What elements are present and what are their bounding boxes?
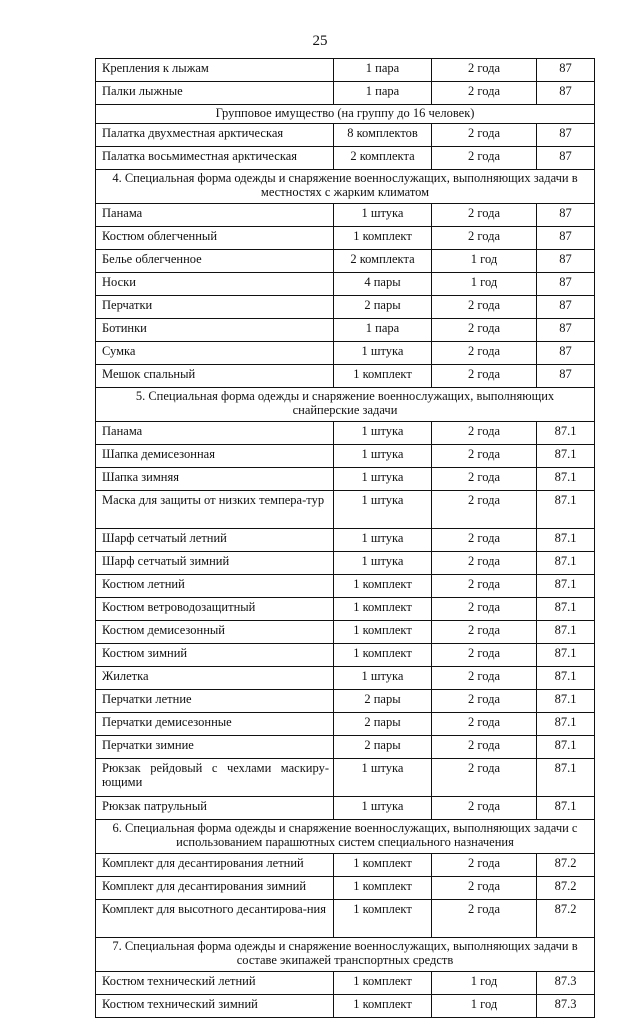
table-row: [96, 422, 595, 445]
item-note-ref: 87: [537, 250, 595, 273]
item-wear-term: 2 года: [432, 877, 537, 900]
item-quantity: 1 пара: [334, 319, 432, 342]
item-note-ref: 87.1: [537, 736, 595, 759]
item-wear-term: 1 год: [432, 972, 537, 995]
item-note-ref: 87: [537, 296, 595, 319]
item-name: Панама: [96, 422, 334, 445]
section-title: 5. Специальная форма одежды и снаряжение военнослужащих, выполняющих снайперские задачи: [96, 388, 595, 422]
item-wear-term: 2 года: [432, 342, 537, 365]
item-quantity: 1 комплект: [334, 900, 432, 938]
item-name: Перчатки: [96, 296, 334, 319]
item-name: Комплект для высотного десантирова-ния: [96, 900, 334, 938]
table-row: [96, 342, 595, 365]
item-name: Носки: [96, 273, 334, 296]
item-wear-term: 2 года: [432, 736, 537, 759]
item-quantity: 1 штука: [334, 491, 432, 529]
item-name: Ботинки: [96, 319, 334, 342]
item-note-ref: 87.2: [537, 854, 595, 877]
item-name: Костюм летний: [96, 575, 334, 598]
item-name: Костюм технический летний: [96, 972, 334, 995]
item-quantity: 8 комплектов: [334, 124, 432, 147]
table-row: [96, 204, 595, 227]
item-name: Палки лыжные: [96, 82, 334, 105]
item-name: Шапка зимняя: [96, 468, 334, 491]
table-row: [96, 124, 595, 147]
page-number: 25: [312, 33, 328, 49]
item-name: Сумка: [96, 342, 334, 365]
item-name: Шарф сетчатый летний: [96, 529, 334, 552]
item-note-ref: 87.1: [537, 713, 595, 736]
item-wear-term: 2 года: [432, 204, 537, 227]
item-quantity: 1 комплект: [334, 995, 432, 1018]
table-row: [96, 900, 595, 938]
item-wear-term: 2 года: [432, 797, 537, 820]
supply-table: [95, 58, 595, 1018]
item-note-ref: 87.1: [537, 575, 595, 598]
section-header-row: [96, 388, 595, 422]
table-row: [96, 273, 595, 296]
item-note-ref: 87: [537, 147, 595, 170]
table-row: [96, 644, 595, 667]
item-note-ref: 87.1: [537, 598, 595, 621]
item-note-ref: 87.2: [537, 900, 595, 938]
item-name: Комплект для десантирования летний: [96, 854, 334, 877]
item-quantity: 1 штука: [334, 422, 432, 445]
item-quantity: 1 штука: [334, 552, 432, 575]
item-name: Шарф сетчатый зимний: [96, 552, 334, 575]
item-wear-term: 2 года: [432, 552, 537, 575]
item-wear-term: 2 года: [432, 713, 537, 736]
item-quantity: 1 штука: [334, 797, 432, 820]
item-name: Палатка двухместная арктическая: [96, 124, 334, 147]
item-note-ref: 87.1: [537, 797, 595, 820]
item-wear-term: 2 года: [432, 365, 537, 388]
item-wear-term: 2 года: [432, 854, 537, 877]
item-quantity: 1 штука: [334, 759, 432, 797]
item-quantity: 1 штука: [334, 204, 432, 227]
table-row: [96, 59, 595, 82]
item-name: Перчатки летние: [96, 690, 334, 713]
item-wear-term: 1 год: [432, 273, 537, 296]
table-row: [96, 147, 595, 170]
item-quantity: 1 пара: [334, 82, 432, 105]
table-row: [96, 227, 595, 250]
item-wear-term: 2 года: [432, 621, 537, 644]
item-name: Панама: [96, 204, 334, 227]
item-note-ref: 87: [537, 204, 595, 227]
item-name: Костюм облегченный: [96, 227, 334, 250]
table-row: [96, 877, 595, 900]
item-note-ref: 87.1: [537, 621, 595, 644]
item-wear-term: 2 года: [432, 445, 537, 468]
table-row: [96, 319, 595, 342]
item-quantity: 2 пары: [334, 690, 432, 713]
item-note-ref: 87: [537, 227, 595, 250]
item-name: Рюкзак рейдовый с чехлами маскиру-ющими: [96, 759, 334, 797]
item-note-ref: 87.1: [537, 422, 595, 445]
item-note-ref: 87: [537, 365, 595, 388]
item-note-ref: 87.1: [537, 552, 595, 575]
table-row: [96, 552, 595, 575]
item-wear-term: 2 года: [432, 468, 537, 491]
item-quantity: 1 комплект: [334, 621, 432, 644]
item-name: Палатка восьмиместная арктическая: [96, 147, 334, 170]
table-row: [96, 854, 595, 877]
table-row: [96, 491, 595, 529]
table-row: [96, 598, 595, 621]
table-row: [96, 296, 595, 319]
item-note-ref: 87: [537, 124, 595, 147]
item-note-ref: 87.1: [537, 468, 595, 491]
section-header-row: [96, 820, 595, 854]
item-quantity: 2 пары: [334, 736, 432, 759]
table-row: [96, 667, 595, 690]
item-wear-term: 2 года: [432, 759, 537, 797]
section-header-row: [96, 105, 595, 124]
item-name: Жилетка: [96, 667, 334, 690]
item-quantity: 1 комплект: [334, 575, 432, 598]
table-row: [96, 575, 595, 598]
item-quantity: 1 штука: [334, 342, 432, 365]
item-name: Костюм демисезонный: [96, 621, 334, 644]
table-row: [96, 736, 595, 759]
section-title: 6. Специальная форма одежды и снаряжение военнослужащих, выполняющих задачи с использованием парашютных систем специального назначения: [96, 820, 595, 854]
item-note-ref: 87.1: [537, 759, 595, 797]
item-name: Костюм технический зимний: [96, 995, 334, 1018]
item-quantity: 4 пары: [334, 273, 432, 296]
table-row: [96, 797, 595, 820]
item-wear-term: 2 года: [432, 644, 537, 667]
item-quantity: 1 комплект: [334, 644, 432, 667]
item-quantity: 1 комплект: [334, 598, 432, 621]
item-quantity: 1 штука: [334, 468, 432, 491]
item-note-ref: 87: [537, 342, 595, 365]
item-note-ref: 87.1: [537, 529, 595, 552]
section-title: 4. Специальная форма одежды и снаряжение военнослужащих, выполняющих задачи в местностях с жарким климатом: [96, 170, 595, 204]
item-note-ref: 87.1: [537, 491, 595, 529]
item-quantity: 1 комплект: [334, 227, 432, 250]
item-quantity: 2 комплекта: [334, 147, 432, 170]
item-note-ref: 87.1: [537, 445, 595, 468]
section-title: 7. Специальная форма одежды и снаряжение военнослужащих, выполняющих задачи в составе экипажей транспортных средств: [96, 938, 595, 972]
item-quantity: 1 пара: [334, 59, 432, 82]
item-wear-term: 2 года: [432, 575, 537, 598]
section-header-row: [96, 170, 595, 204]
item-name: Перчатки демисезонные: [96, 713, 334, 736]
item-name: Маска для защиты от низких темпера-тур: [96, 491, 334, 529]
item-name: Крепления к лыжам: [96, 59, 334, 82]
table-row: [96, 82, 595, 105]
item-wear-term: 2 года: [432, 227, 537, 250]
table-row: [96, 713, 595, 736]
item-note-ref: 87.1: [537, 690, 595, 713]
item-note-ref: 87.3: [537, 995, 595, 1018]
item-wear-term: 2 года: [432, 491, 537, 529]
table-row: [96, 759, 595, 797]
item-name: Шапка демисезонная: [96, 445, 334, 468]
item-note-ref: 87: [537, 273, 595, 296]
item-quantity: 1 штука: [334, 667, 432, 690]
item-wear-term: 1 год: [432, 250, 537, 273]
section-header-row: [96, 938, 595, 972]
item-wear-term: 2 года: [432, 667, 537, 690]
item-name: Комплект для десантирования зимний: [96, 877, 334, 900]
item-name: Костюм ветроводозащитный: [96, 598, 334, 621]
item-quantity: 1 комплект: [334, 972, 432, 995]
table-row: [96, 365, 595, 388]
item-quantity: 1 штука: [334, 529, 432, 552]
item-wear-term: 2 года: [432, 319, 537, 342]
table-row: [96, 529, 595, 552]
item-name: Белье облегченное: [96, 250, 334, 273]
table-row: [96, 690, 595, 713]
table-row: [96, 250, 595, 273]
item-wear-term: 1 год: [432, 995, 537, 1018]
item-note-ref: 87.2: [537, 877, 595, 900]
table-row: [96, 621, 595, 644]
item-quantity: 2 пары: [334, 713, 432, 736]
item-note-ref: 87: [537, 59, 595, 82]
item-wear-term: 2 года: [432, 598, 537, 621]
section-title: Групповое имущество (на группу до 16 человек): [96, 105, 595, 124]
table-row: [96, 468, 595, 491]
item-name: Рюкзак патрульный: [96, 797, 334, 820]
table-row: [96, 445, 595, 468]
item-quantity: 1 комплект: [334, 877, 432, 900]
item-quantity: 2 пары: [334, 296, 432, 319]
table-row: [96, 972, 595, 995]
item-wear-term: 2 года: [432, 690, 537, 713]
item-wear-term: 2 года: [432, 147, 537, 170]
item-wear-term: 2 года: [432, 422, 537, 445]
item-name: Перчатки зимние: [96, 736, 334, 759]
item-wear-term: 2 года: [432, 296, 537, 319]
item-wear-term: 2 года: [432, 82, 537, 105]
item-note-ref: 87: [537, 82, 595, 105]
item-note-ref: 87.1: [537, 667, 595, 690]
item-quantity: 1 комплект: [334, 365, 432, 388]
item-quantity: 1 штука: [334, 445, 432, 468]
item-name: Мешок спальный: [96, 365, 334, 388]
table-row: [96, 995, 595, 1018]
item-wear-term: 2 года: [432, 59, 537, 82]
item-name: Костюм зимний: [96, 644, 334, 667]
item-wear-term: 2 года: [432, 529, 537, 552]
item-quantity: 1 комплект: [334, 854, 432, 877]
item-quantity: 2 комплекта: [334, 250, 432, 273]
item-note-ref: 87: [537, 319, 595, 342]
item-wear-term: 2 года: [432, 900, 537, 938]
item-wear-term: 2 года: [432, 124, 537, 147]
item-note-ref: 87.3: [537, 972, 595, 995]
item-note-ref: 87.1: [537, 644, 595, 667]
